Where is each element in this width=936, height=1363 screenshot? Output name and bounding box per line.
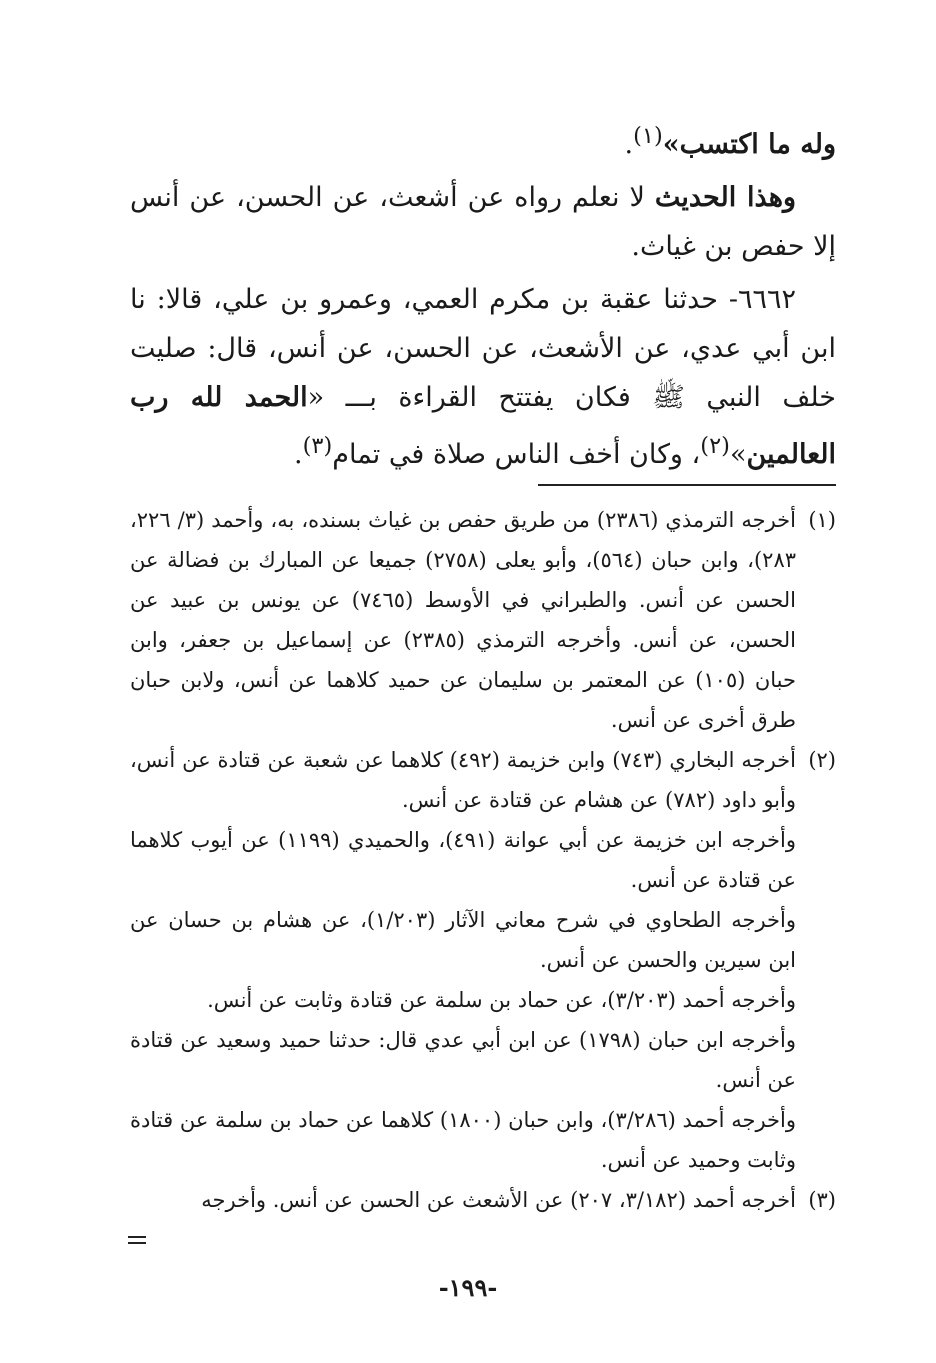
page-number: -١٩٩- [438, 1273, 498, 1302]
footnote-separator [538, 484, 836, 486]
period: . [624, 129, 634, 160]
footnote-2-text: أخرجه البخاري (٧٤٣) وابن خزيمة (٤٩٢) كلاهما عن شعبة عن قتادة عن أنس، وأبو داود (٧٨٢) عن هشام عن قتادة عن أنس. [130, 748, 796, 812]
paragraph-2-text: لا نعلم رواه عن أشعث، عن الحسن، عن أنس إلا حفص بن غياث. [130, 182, 836, 262]
hadith-6662-text: ٦٦٦٢- حدثنا عقبة بن مكرم العمي، وعمرو بن علي، قالا: نا ابن أبي عدي، عن الأشعث، عن الحسن، عن أنس، قال: صليت خلف النبي ﷺ فكان يفتتح القراءة بـــ « [130, 284, 836, 413]
quote-end-bold: وله ما اكتسب» [662, 129, 836, 160]
footnote-ref-2: (٢) [700, 433, 730, 459]
footnote-2-number: (٢) [808, 748, 836, 772]
footnote-3-number: (٣) [808, 1188, 836, 1212]
hadith-lead-bold: وهذا الحديث [654, 182, 796, 213]
footnote-1 [130, 500, 836, 740]
main-paragraph-2 [130, 173, 836, 271]
footnote-1-number: (١) [808, 508, 836, 532]
footnote-2-continuation: وأخرجه ابن حبان (١٧٩٨) عن ابن أبي عدي قال: حدثنا حميد وسعيد عن قتادة عن أنس. [130, 1028, 796, 1092]
footnote-2-continuation: وأخرجه ابن خزيمة عن أبي عوانة (٤٩١)، والحميدي (١١٩٩) عن أيوب كلاهما عن قتادة عن أنس. [130, 828, 796, 892]
fatiha-quote-bold: الحمد لله رب العالمين [130, 382, 836, 470]
hadith-6662-continuation: ، وكان أخف الناس صلاة في تمام [332, 439, 701, 470]
footnote-2-continuation: وأخرجه الطحاوي في شرح معاني الآثار (١/٢٠٣)، عن هشام بن حسان عن ابن سيرين والحسن عن أنس. [130, 908, 796, 972]
footnote-3-text: أخرجه أحمد (٣/١٨٢، ٢٠٧) عن الأشعث عن الحسن عن أنس. وأخرجه [201, 1188, 796, 1212]
footnote-3 [130, 1180, 836, 1220]
continuation-mark [128, 1236, 146, 1244]
quote-close: » [729, 439, 747, 470]
footnote-ref-3: (٣) [302, 433, 333, 459]
footnotes [130, 500, 836, 1220]
footnote-1-text: أخرجه الترمذي (٢٣٨٦) من طريق حفص بن غياث بسنده، به، وأحمد (٣/ ٢٢٦، ٢٨٣)، وابن حبان (٥٦٤)، وأبو يعلى (٢٧٥٨) جميعا عن المبارك بن فضالة عن الحسن عن أنس. والطبراني في الأوسط (٧٤٦٥) عن يونس بن عبيد عن الحسن، عن أنس. وأخرجه الترمذي (٢٣٨٥) عن إسماعيل بن جعفر، وابن حبان (١٠٥) عن المعتمر بن سليمان عن حميد كلاهما عن أنس، ولابن حبان طرق أخرى عن أنس. [130, 508, 797, 732]
main-paragraph-1 [130, 112, 836, 169]
footnote-2 [130, 740, 836, 820]
footnote-2-continuation: وأخرجه أحمد (٣/٢٠٣)، عن حماد بن سلمة عن قتادة وثابت عن أنس. [207, 988, 796, 1012]
main-paragraph-3 [130, 275, 836, 479]
footnote-2-continuation: وأخرجه أحمد (٣/٢٨٦)، وابن حبان (١٨٠٠) كلاهما عن حماد بن سلمة عن قتادة وثابت وحميد عن أنس. [130, 1108, 797, 1172]
period: . [294, 439, 303, 470]
footnote-ref-1: (١) [633, 123, 663, 149]
main-text [130, 112, 836, 483]
